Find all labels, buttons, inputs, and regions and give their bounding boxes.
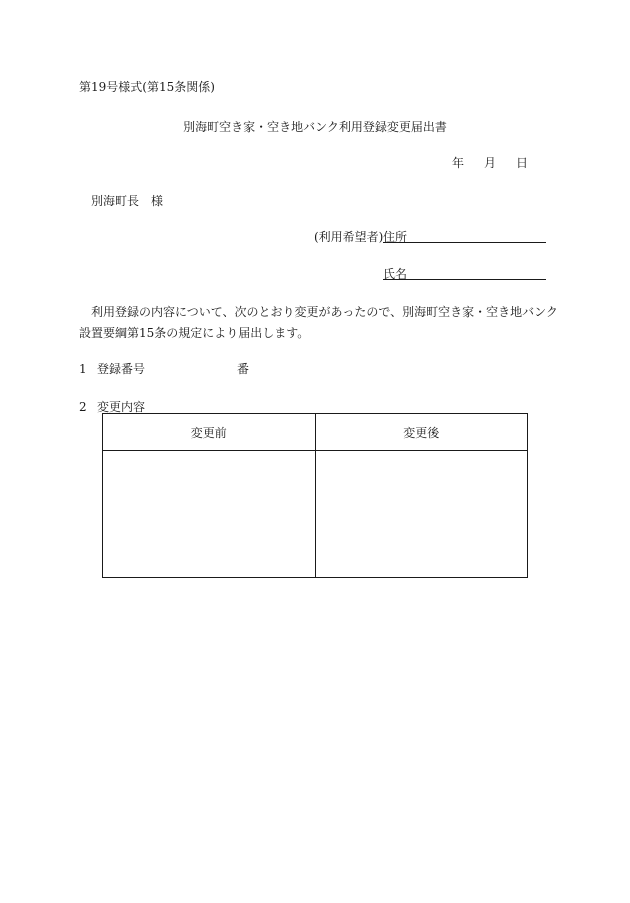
date-month-label: 月 (484, 156, 497, 170)
form-number: 第19号様式(第15条関係) (79, 80, 215, 94)
header-before-change: 変更前 (103, 414, 316, 451)
item-1-suffix: 番 (237, 362, 250, 376)
body-line-1: 利用登録の内容について、次のとおり変更があったので、別海町空き家・空き地バンク (91, 305, 558, 319)
date-day-label: 日 (516, 156, 529, 170)
date-line (452, 155, 528, 171)
applicant-role: (利用希望者) (314, 230, 384, 244)
cell-before-change[interactable] (103, 451, 316, 578)
header-after-change: 変更後 (315, 414, 528, 451)
cell-after-change[interactable] (315, 451, 528, 578)
item-2-label: 変更内容 (97, 400, 146, 414)
table-row (103, 451, 528, 578)
name-field-line[interactable] (383, 279, 546, 280)
address-label: 住所 (383, 230, 408, 244)
addressee-name: 別海町長 (91, 194, 140, 208)
item-1-number: 1 (79, 362, 87, 376)
body-line-2: 設置要綱第15条の規定により届出します。 (79, 326, 310, 340)
name-label: 氏名 (383, 267, 408, 281)
document-title: 別海町空き家・空き地バンク利用登録変更届出書 (183, 120, 447, 134)
addressee (91, 193, 163, 209)
date-year-label: 年 (452, 156, 465, 170)
item-2-number: 2 (79, 400, 87, 414)
addressee-honorific: 様 (151, 194, 164, 208)
body-text (79, 302, 558, 344)
address-field-line[interactable] (383, 242, 546, 243)
item-registration-number (79, 361, 145, 377)
change-table (102, 413, 528, 578)
table-header-row (103, 414, 528, 451)
item-1-label: 登録番号 (97, 362, 146, 376)
